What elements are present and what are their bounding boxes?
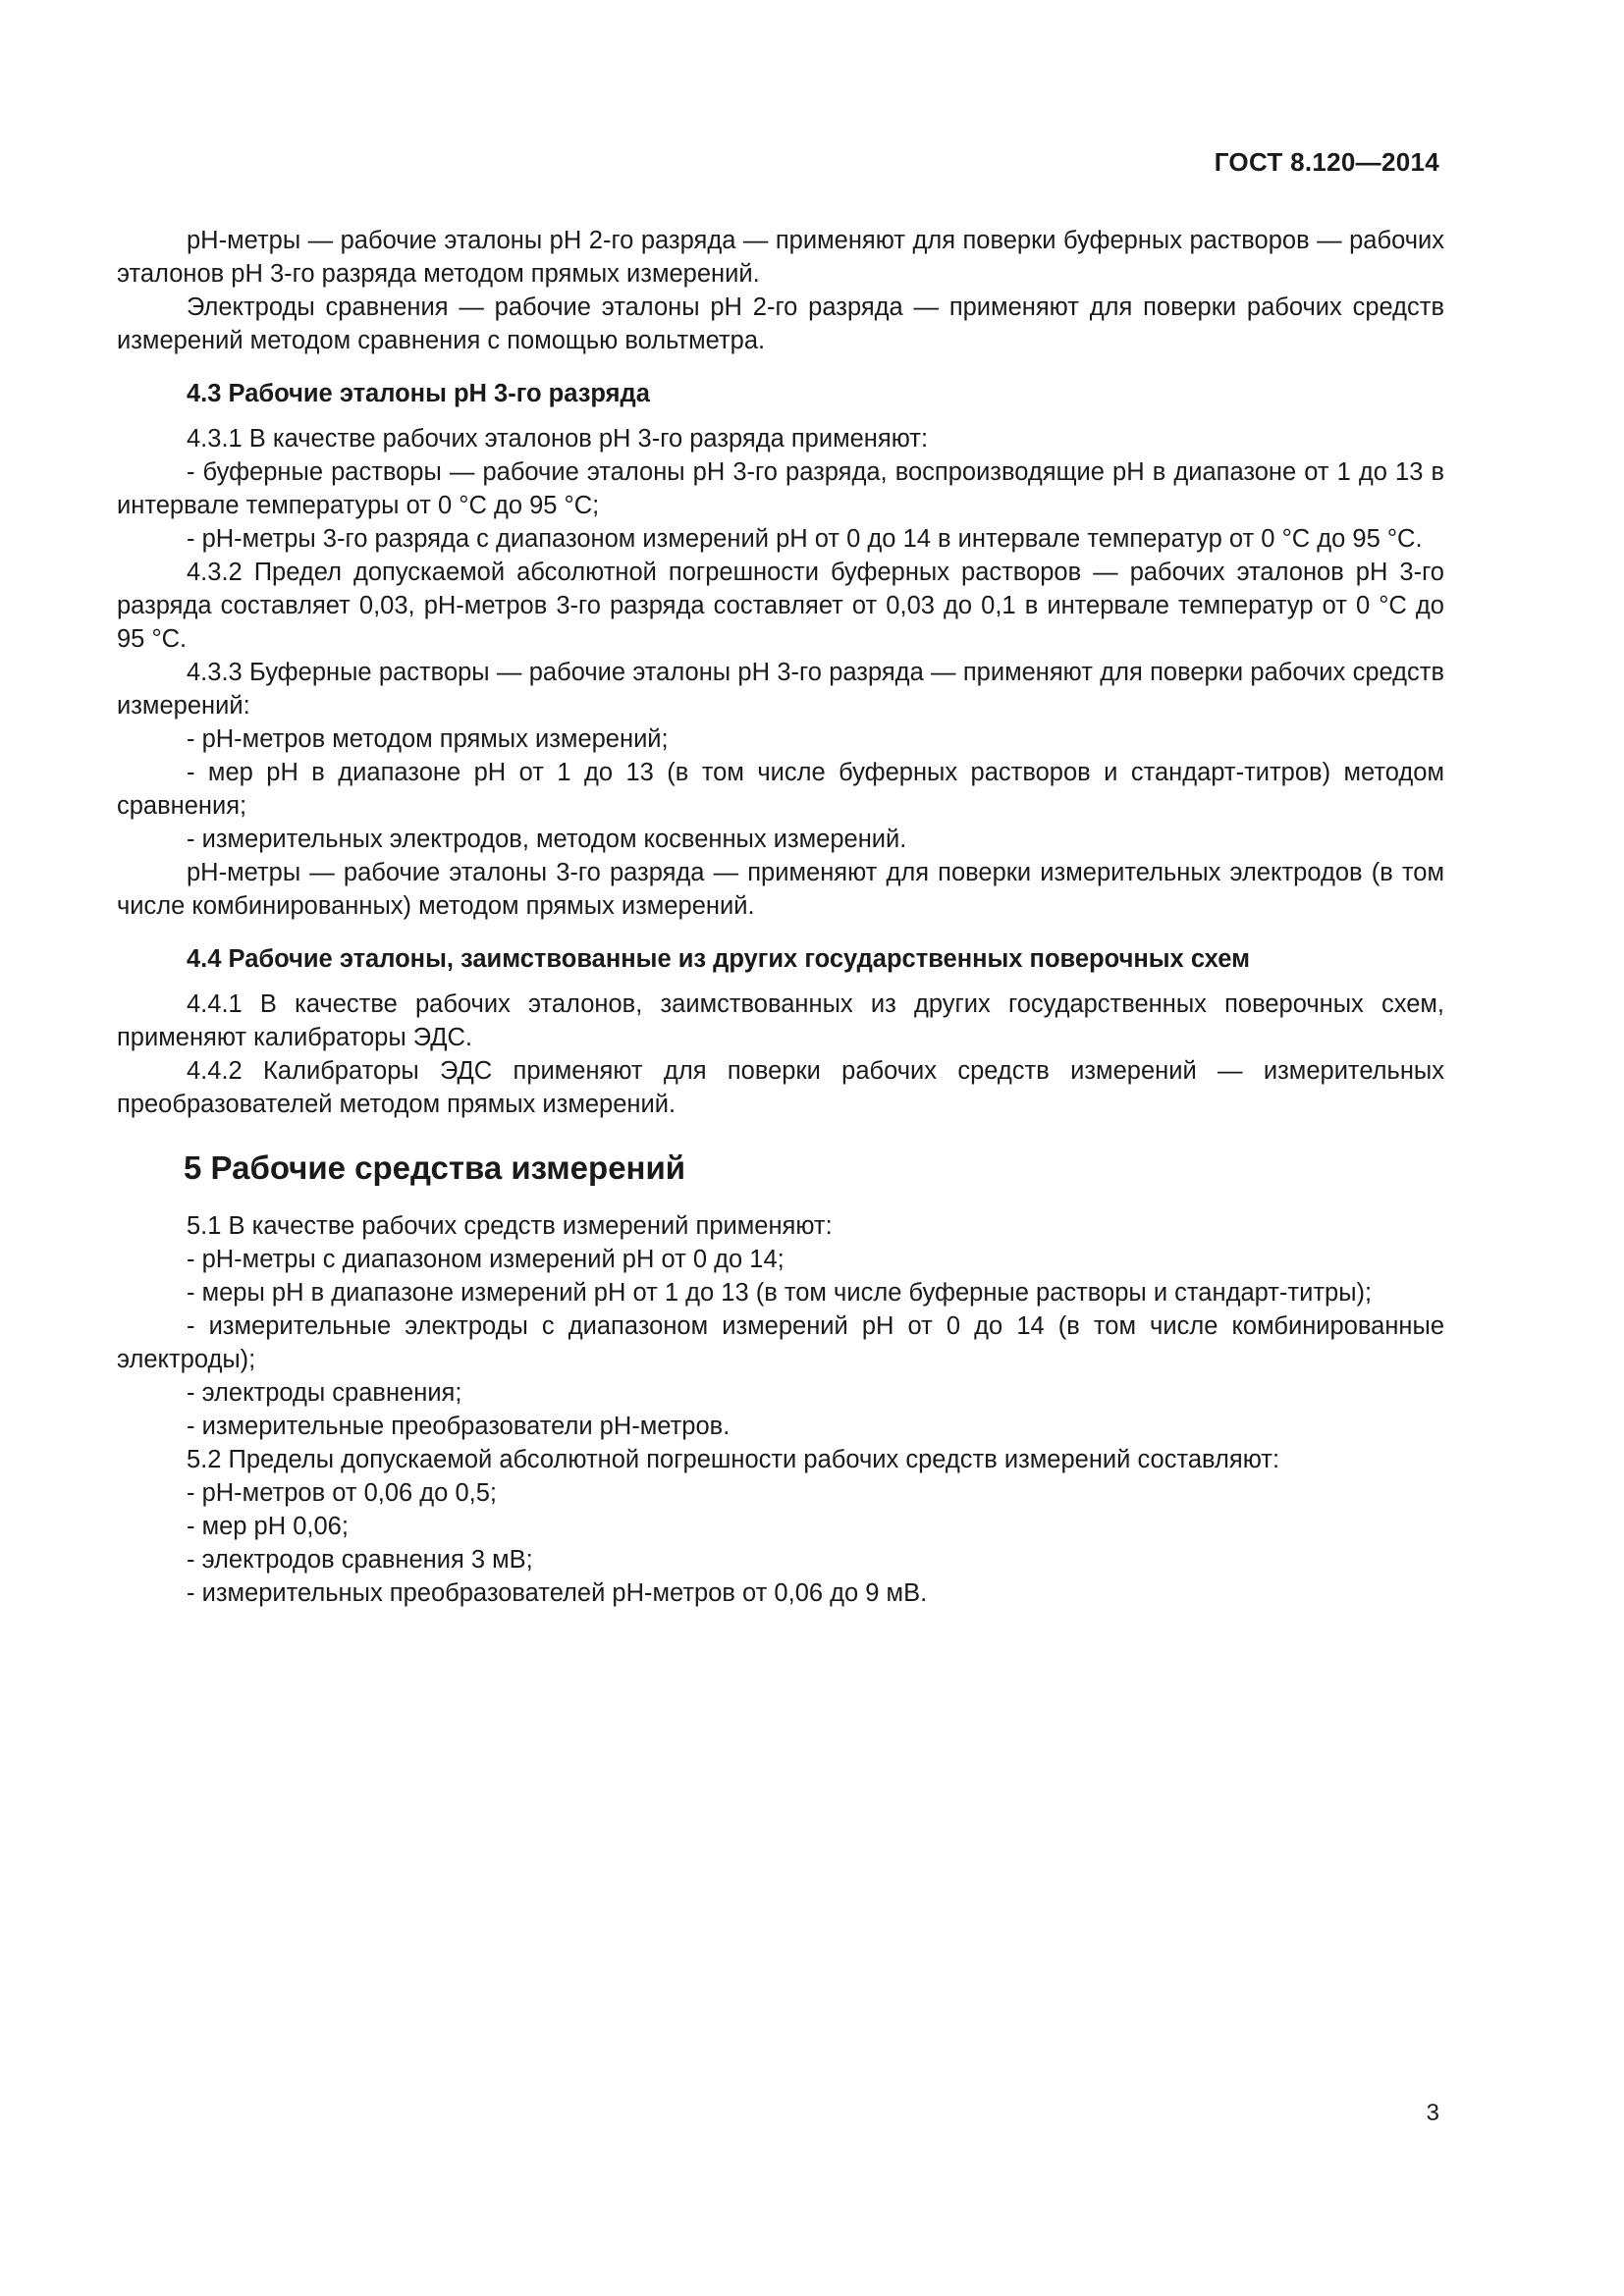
section-heading-4-4: 4.4 Рабочие эталоны, заимствованные из других государственных поверочных схем: [187, 945, 1250, 973]
paragraph-4-3-3: 4.3.3 Буферные растворы — рабочие эталоны pH 3-го разряда — применяют для поверки рабочих средств измерений:: [117, 659, 1444, 720]
chapter-heading-5: 5 Рабочие средства измерений: [184, 1149, 686, 1186]
paragraph-5-2: 5.2 Пределы допускаемой абсолютной погрешности рабочих средств измерений составляют:: [187, 1446, 1280, 1473]
list-item: - мер pH в диапазоне pH от 1 до 13 (в том числе буферных растворов и стандарт-титров) методом сравнения;: [117, 759, 1444, 820]
page-body: [117, 224, 1444, 1610]
list-item: - меры pH в диапазоне измерений pH от 1 до 13 (в том числе буферные растворы и стандарт-титры);: [187, 1279, 1373, 1307]
paragraph-4-4-2: 4.4.2 Калибраторы ЭДС применяют для поверки рабочих средств измерений — измерительных преобразователей методом прямых измерений.: [117, 1057, 1444, 1118]
list-item: - pH-метров от 0,06 до 0,5;: [187, 1479, 497, 1507]
list-item: - pH-метров методом прямых измерений;: [187, 725, 669, 753]
paragraph: pH-метры — рабочие эталоны 3-го разряда — применяют для поверки измерительных электродов (в том числе комбинированных) методом прямых измерений.: [117, 859, 1444, 920]
list-item: - измерительных преобразователей pH-метров от 0,06 до 9 мВ.: [187, 1579, 928, 1607]
list-item: - буферные растворы — рабочие эталоны pH 3-го разряда, воспроизводящие pH в диапазоне от 1 до 13 в интервале температуры от 0 °C до 95 °C;: [117, 458, 1444, 519]
list-item: - измерительные электроды с диапазоном измерений pH от 0 до 14 (в том числе комбинированные электроды);: [117, 1312, 1444, 1373]
paragraph-4-3-1: 4.3.1 В качестве рабочих эталонов pH 3-го разряда применяют:: [187, 425, 929, 453]
list-item: - pH-метры с диапазоном измерений pH от 0 до 14;: [187, 1246, 785, 1273]
paragraph-4-4-1: 4.4.1 В качестве рабочих эталонов, заимствованных из других государственных поверочных схем, применяют калибраторы ЭДС.: [117, 990, 1444, 1051]
paragraph: pH-метры — рабочие эталоны pH 2-го разряда — применяют для поверки буферных растворов — рабочих эталонов pH 3-го разряда методом прямых измерений.: [117, 227, 1444, 288]
list-item: - электроды сравнения;: [187, 1379, 462, 1407]
list-item: - электродов сравнения 3 мВ;: [187, 1546, 533, 1574]
list-item: - измерительных электродов, методом косвенных измерений.: [187, 826, 907, 853]
list-item: - измерительные преобразователи pH-метров.: [187, 1413, 731, 1440]
list-item: - pH-метры 3-го разряда с диапазоном измерений pH от 0 до 14 в интервале температур от 0 °C до 95 °C.: [187, 525, 1423, 553]
section-heading-4-3: 4.3 Рабочие эталоны pH 3-го разряда: [187, 380, 650, 407]
paragraph: Электроды сравнения — рабочие эталоны pH 2-го разряда — применяют для поверки рабочих средств измерений методом сравнения с помощью вольтметра.: [117, 294, 1444, 354]
paragraph-4-3-2: 4.3.2 Предел допускаемой абсолютной погрешности буферных растворов — рабочих эталонов pH 3-го разряда составляет 0,03, pH-метров 3-го разряда составляет от 0,03 до 0,1 в интервале температур от 0 °C до 95 °C.: [117, 559, 1444, 653]
list-item: - мер pH 0,06;: [187, 1513, 349, 1540]
page-number: 3: [1426, 2100, 1439, 2126]
paragraph-5-1: 5.1 В качестве рабочих средств измерений применяют:: [187, 1212, 833, 1240]
document-code: ГОСТ 8.120—2014: [1214, 147, 1439, 177]
